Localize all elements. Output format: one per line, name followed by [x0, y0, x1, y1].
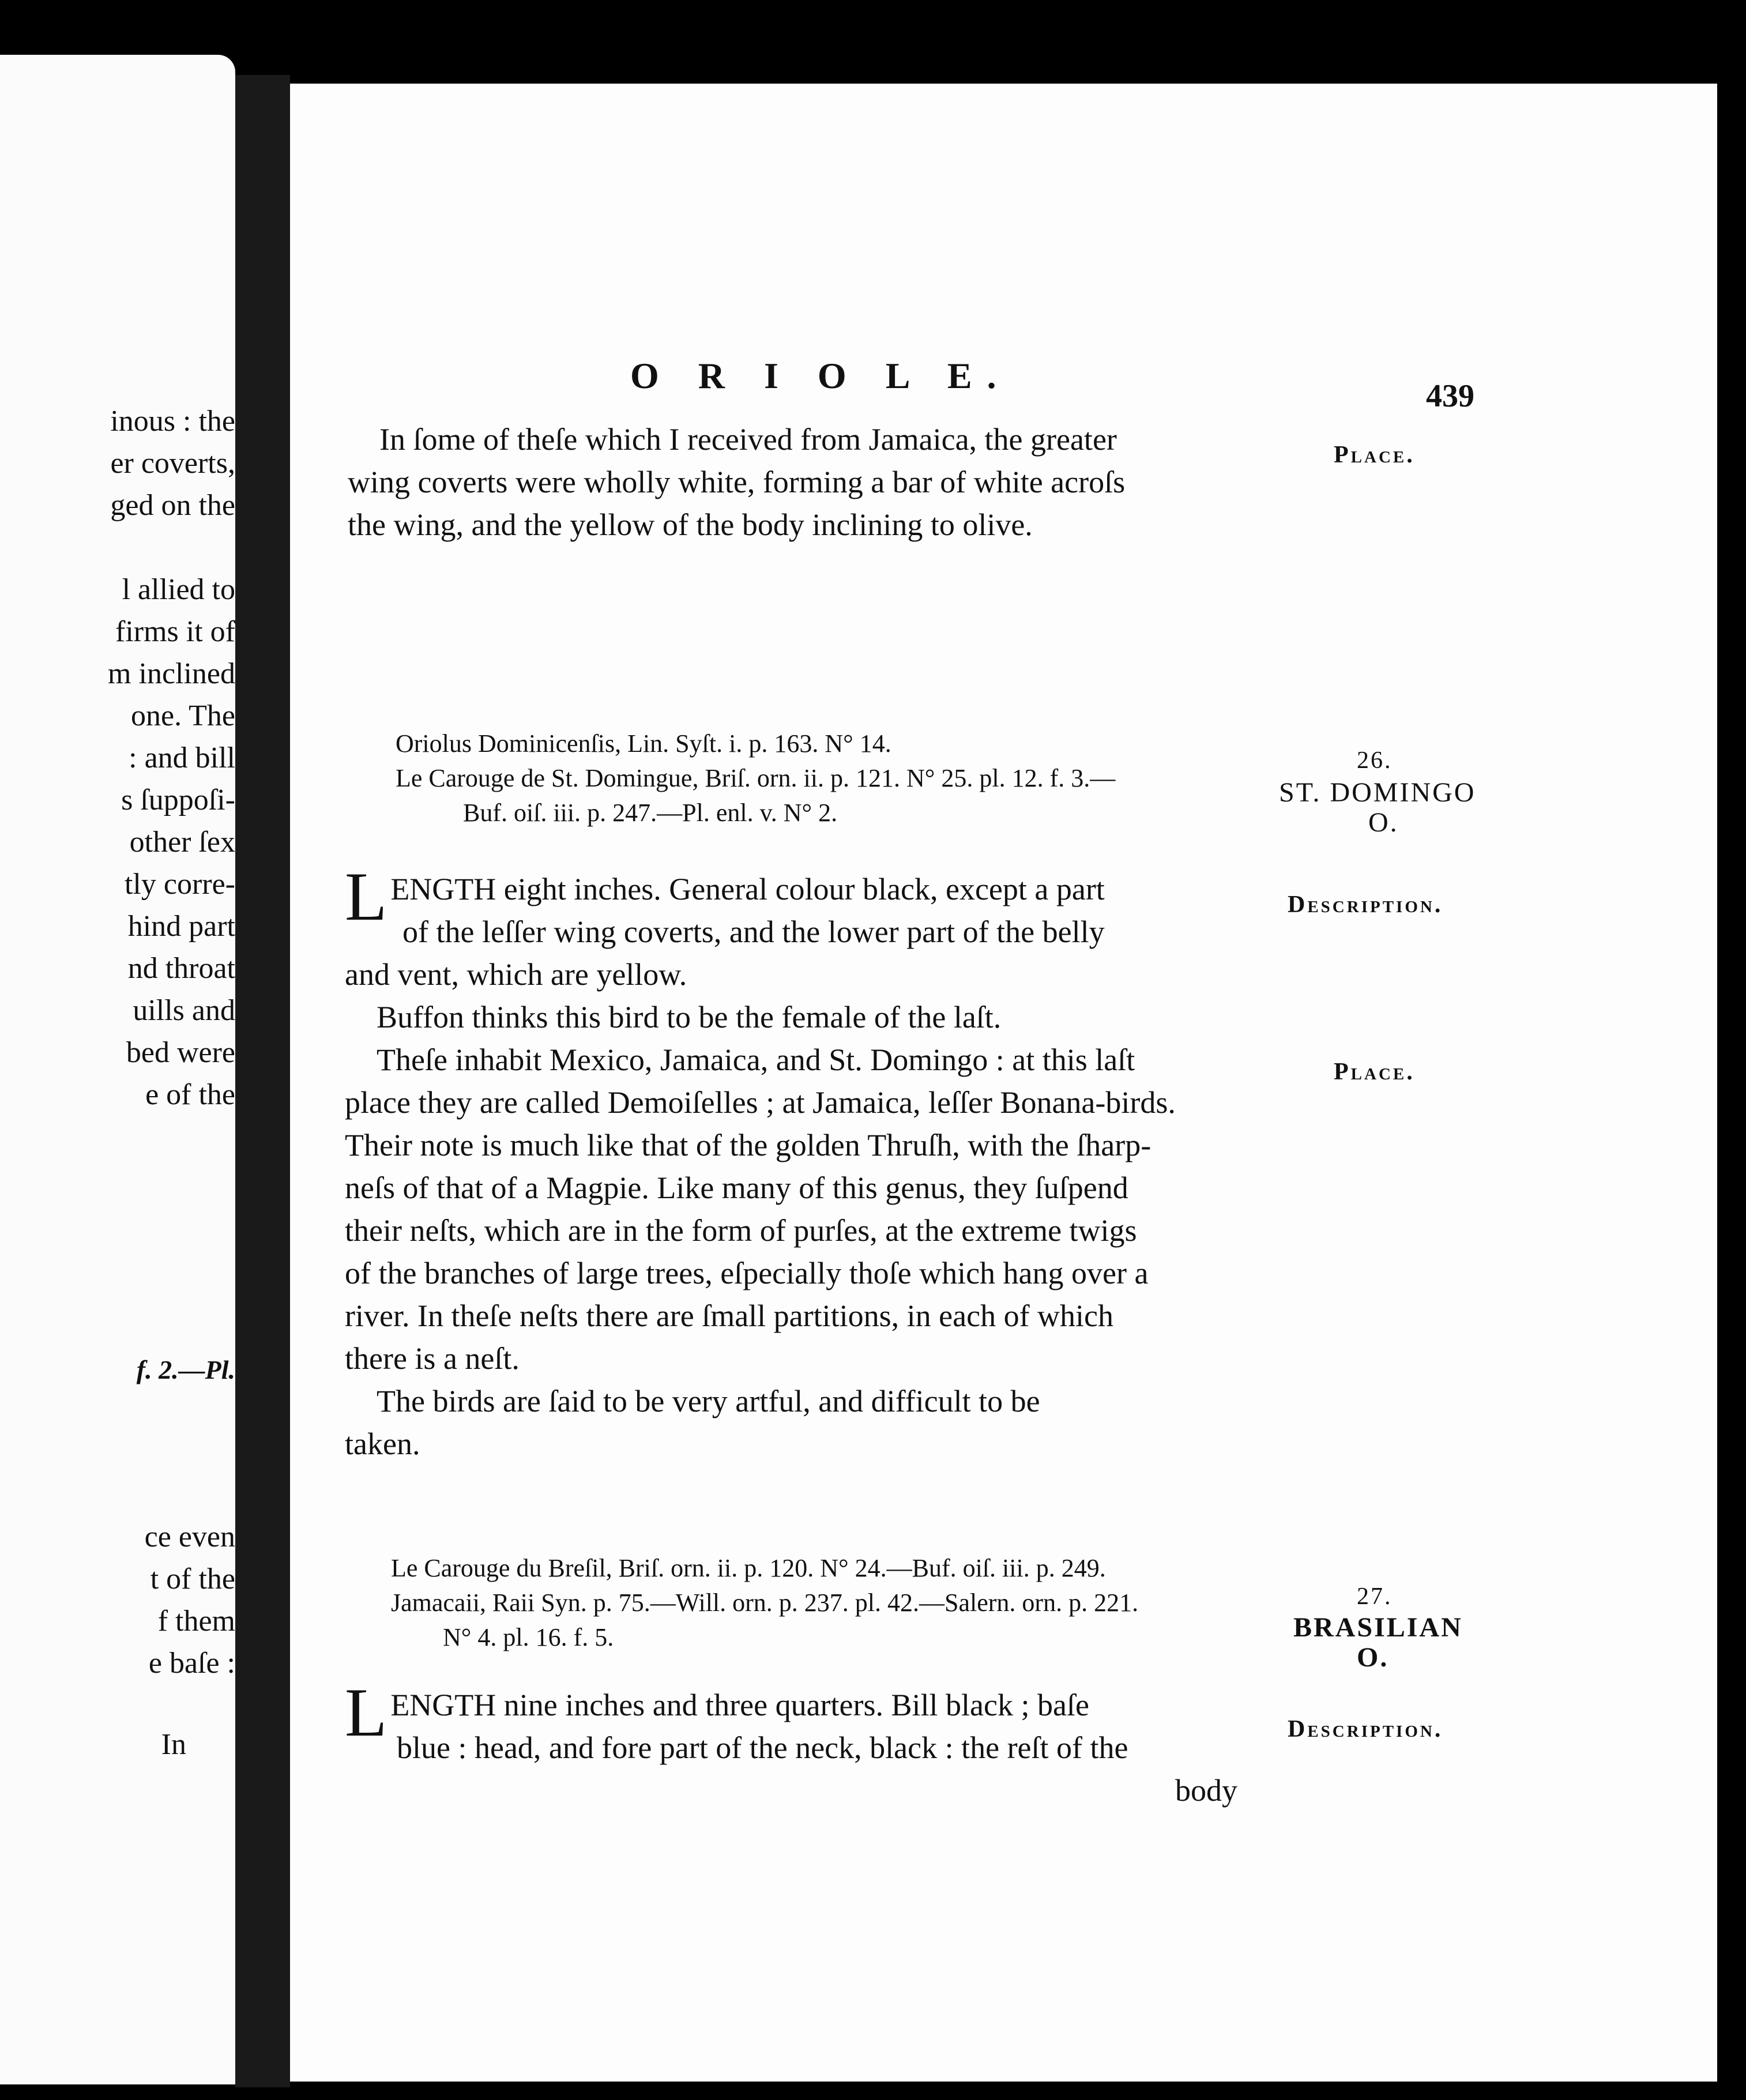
description-line: and vent, which are yellow.	[345, 957, 687, 992]
catchword: body	[1175, 1773, 1237, 1808]
page-title: O R I O L E.	[630, 355, 1011, 396]
left-page-line: e baſe :	[148, 1647, 235, 1680]
left-page-line: : and bill	[129, 742, 235, 774]
habitat-line: their neſts, which are in the form of purſes, at the extreme twigs	[345, 1213, 1137, 1248]
habitat-line: there is a neſt.	[345, 1341, 520, 1376]
drop-capital: L	[345, 858, 387, 935]
species-number: 26.	[1357, 747, 1393, 774]
intro-line: In ſome of theſe which I received from Jamaica, the greater	[379, 422, 1117, 457]
artful-line: taken.	[345, 1427, 420, 1461]
book-gutter	[235, 75, 290, 2087]
species-name: ST. DOMINGO	[1279, 777, 1476, 808]
intro-line: wing coverts were wholly white, forming a bar of white acroſs	[348, 465, 1126, 499]
description-sidenote: Description.	[1288, 1716, 1443, 1743]
left-page-line: m inclined	[108, 657, 235, 690]
left-page-line: other ſex	[129, 826, 235, 859]
synonym-line: Oriolus Dominicenſis, Lin. Syſt. i. p. 163. N° 14.	[396, 729, 891, 758]
habitat-line: Theſe inhabit Mexico, Jamaica, and St. Domingo : at this laſt	[377, 1043, 1135, 1077]
synonym-line: Le Carouge de St. Domingue, Briſ. orn. ii. p. 121. N° 25. pl. 12. f. 3.—	[396, 764, 1116, 792]
left-page-line: firms it of	[115, 615, 235, 648]
synonym-line: Buf. oiſ. iii. p. 247.—Pl. enl. v. N° 2.	[463, 799, 838, 827]
drop-capital: L	[345, 1674, 387, 1751]
left-page-line: one. The	[131, 699, 235, 732]
left-page-catchword: In	[161, 1728, 186, 1761]
left-facing-page	[0, 55, 235, 2084]
left-page-line: nd throat	[127, 952, 235, 985]
synonym-line: Jamacaii, Raii Syn. p. 75.—Will. orn. p. 237. pl. 42.—Salern. orn. p. 221.	[391, 1589, 1139, 1617]
habitat-line: Their note is much like that of the golden Thruſh, with the ſharp-	[345, 1128, 1152, 1162]
left-page-line: s ſuppoſi-	[121, 784, 235, 816]
buffon-note: Buffon thinks this bird to be the female of the laſt.	[377, 1000, 1002, 1034]
left-page-line: t of the	[150, 1563, 235, 1595]
synonym-line: N° 4. pl. 16. f. 5.	[443, 1623, 614, 1651]
page-number: 439	[1426, 378, 1474, 414]
left-page-line: er coverts,	[110, 447, 235, 480]
left-page-line: ged on the	[110, 489, 235, 522]
description-line: ENGTH eight inches. General colour black, except a part	[390, 872, 1105, 906]
description-line: blue : head, and fore part of the neck, black : the reſt of the	[397, 1730, 1128, 1765]
left-page-line: bed were	[126, 1036, 235, 1069]
left-page-line: e of the	[145, 1078, 235, 1111]
left-page-line: l allied to	[122, 573, 235, 606]
left-page-line: inous : the	[110, 405, 235, 438]
left-page-line: f them	[157, 1605, 235, 1638]
species-name-abbrev: O.	[1368, 807, 1399, 838]
species-name: BRASILIAN	[1293, 1612, 1463, 1643]
habitat-line: place they are called Demoiſelles ; at Jamaica, leſſer Bonana-birds.	[345, 1085, 1176, 1120]
left-page-line: hind part	[127, 910, 235, 943]
synonym-line: Le Carouge du Breſil, Briſ. orn. ii. p. 120. N° 24.—Buf. oiſ. iii. p. 249.	[391, 1554, 1106, 1582]
book-page	[290, 84, 1717, 2082]
place-sidenote: Place.	[1334, 1059, 1415, 1085]
habitat-line: river. In theſe neſts there are ſmall partitions, in each of which	[345, 1299, 1114, 1333]
left-page-line: uills and	[133, 994, 235, 1027]
habitat-line: of the branches of large trees, eſpecially thoſe which hang over a	[345, 1256, 1149, 1290]
description-sidenote: Description.	[1288, 891, 1443, 918]
left-page-line: ce even	[144, 1521, 235, 1553]
artful-line: The birds are ſaid to be very artful, and difficult to be	[377, 1384, 1040, 1418]
species-number: 27.	[1357, 1583, 1393, 1610]
description-line: ENGTH nine inches and three quarters. Bill black ; baſe	[390, 1688, 1089, 1722]
description-line: of the leſſer wing coverts, and the lower part of the belly	[402, 914, 1105, 949]
place-sidenote: Place.	[1334, 442, 1415, 468]
intro-line: the wing, and the yellow of the body inclining to olive.	[348, 507, 1033, 542]
habitat-line: neſs of that of a Magpie. Like many of this genus, they ſuſpend	[345, 1171, 1128, 1205]
species-name-abbrev: O.	[1357, 1642, 1389, 1673]
left-page-line: f. 2.—Pl.	[136, 1355, 235, 1384]
left-page-line: tly corre-	[124, 868, 235, 901]
